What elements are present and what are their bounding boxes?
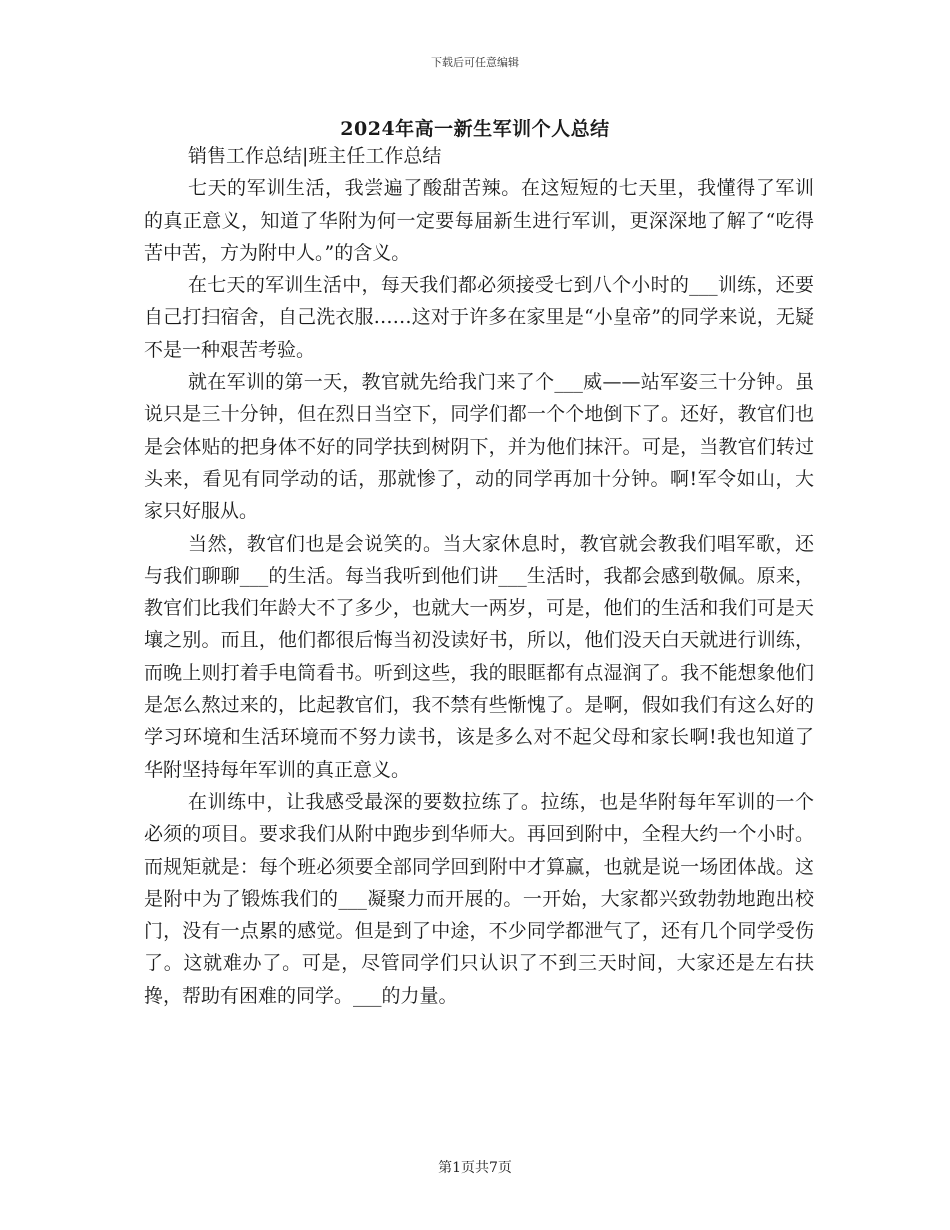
document-body [144, 140, 814, 1012]
paragraph-3: 就在军训的第一天，教官就先给我门来了个___威——站军姿三十分钟。虽说只是三十分钟，但在烈日当空下，同学们都一个个地倒下了。还好，教官们也是会体贴的把身体不好的同学扶到树阴下，并为他们抹汗。可是，当教官们转过头来，看见有同学动的话，那就惨了，动的同学再加十分钟。啊!军令如山，大家只好服从。 [144, 371, 814, 523]
paragraph-2: 在七天的军训生活中，每天我们都必须接受七到八个小时的___训练，还要自己打扫宿舍，自己洗衣服……这对于许多在家里是“小皇帝”的同学来说，无疑不是一种艰苦考验。 [144, 274, 814, 361]
paragraph-5: 在训练中，让我感受最深的要数拉练了。拉练，也是华附每年军训的一个必须的项目。要求我们从附中跑步到华师大。再回到附中，全程大约一个小时。而规矩就是：每个班必须要全部同学回到附中才算赢，也就是说一场团体战。这是附中为了锻炼我们的___凝聚力而开展的。一开始，大家都兴致勃勃地跑出校门，没有一点累的感觉。但是到了中途，不少同学都泄气了，还有几个同学受伤了。这就难办了。可是，尽管同学们只认识了不到三天时间，大家还是左右扶搀，帮助有困难的同学。___的力量。 [144, 790, 814, 1007]
page-number: 第1页共7页 [438, 1160, 512, 1176]
header-note: 下载后可任意编辑 [431, 56, 519, 69]
paragraph-1: 七天的军训生活，我尝遍了酸甜苦辣。在这短短的七天里，我懂得了军训的真正意义，知道了华附为何一定要每届新生进行军训，更深深地了解了“吃得苦中苦，方为附中人。”的含义。 [144, 177, 814, 264]
document-title: 2024年高一新生军训个人总结 [340, 118, 610, 140]
document-subtitle: 销售工作总结|班主任工作总结 [188, 145, 442, 167]
paragraph-4: 当然，教官们也是会说笑的。当大家休息时，教官就会教我们唱军歌，还与我们聊聊___的生活。每当我听到他们讲___生活时，我都会感到敬佩。原来，教官们比我们年龄大不了多少，也就大一两岁，可是，他们的生活和我们可是天壤之别。而且，他们都很后悔当初没读好书，所以，他们没天白天就进行训练，而晚上则打着手电筒看书。听到这些，我的眼眶都有点湿润了。我不能想象他们是怎么熬过来的，比起教官们，我不禁有些惭愧了。是啊，假如我们有这么好的学习环境和生活环境而不努力读书，该是多么对不起父母和家长啊!我也知道了华附坚持每年军训的真正意义。 [144, 532, 814, 781]
